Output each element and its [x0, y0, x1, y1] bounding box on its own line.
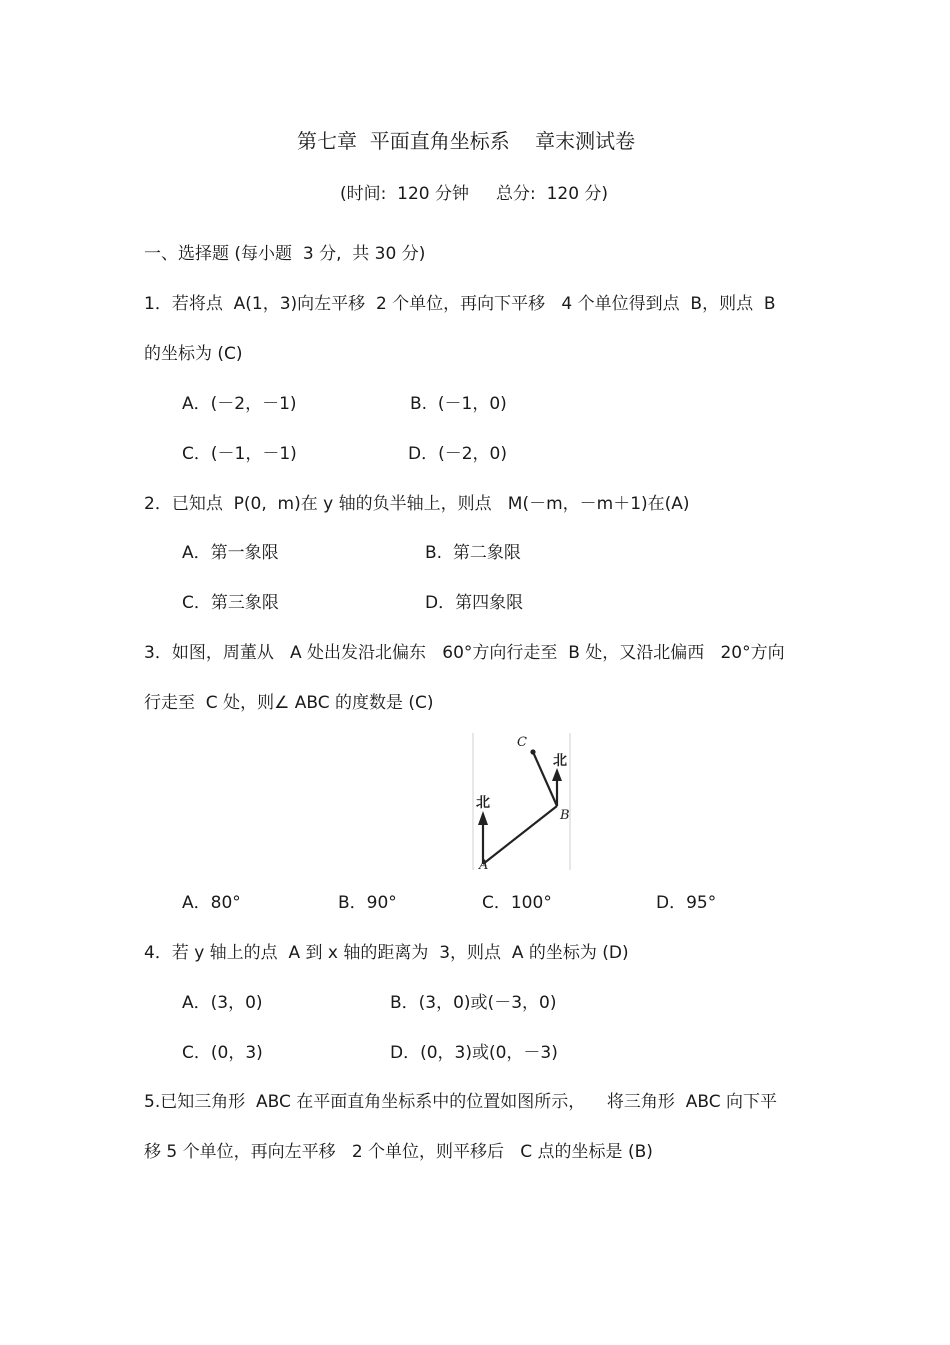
question-5-line-2: 移 5 个单位，再向左平移 2 个单位，则平移后 C 点的坐标是 (B): [144, 1142, 653, 1162]
page-subtitle: (时间: 120 分钟 总分: 120 分): [340, 184, 609, 204]
north-arrow-b-head: [552, 768, 562, 781]
question-1-line-1: 1．若将点 A(1，3)向左平移 2 个单位，再向下平移 4 个单位得到点 B，则点 B: [144, 294, 776, 314]
question-4-line-1: 4．若 y 轴上的点 A 到 x 轴的距离为 3，则点 A 的坐标为 (D): [144, 943, 629, 963]
question-2-line-1: 2．已知点 P(0, m)在 y 轴的负半轴上，则点 M(－m，－m＋1)在(A): [144, 494, 690, 514]
point-c-label: C: [517, 735, 527, 750]
north-label-a: 北: [476, 795, 490, 811]
point-a-label: A: [479, 858, 489, 871]
section-heading: 一、选择题 (每小题 3 分, 共 30 分): [144, 244, 426, 264]
question-1-line-2: 的坐标为 (C): [144, 344, 243, 364]
question-3-line-1: 3．如图，周董从 A 处出发沿北偏东 60°方向行走至 B 处，又沿北偏西 20°方向: [144, 643, 785, 663]
question-3-option-c: C．100°: [482, 893, 552, 913]
question-2-option-a: A．第一象限: [182, 543, 279, 563]
question-1-option-c: C．(－1，－1): [182, 444, 297, 464]
question-2-option-b: B. 第二象限: [425, 543, 521, 563]
question-3-line-2: 行走至 C 处，则∠ ABC 的度数是 (C): [144, 693, 434, 713]
question-1-option-b: B. (－1，0): [410, 394, 507, 414]
question-1-option-d: D．(－2，0): [408, 444, 507, 464]
question-3-option-d: D．95°: [656, 893, 717, 913]
question-4-option-a: A．(3，0): [182, 993, 263, 1013]
question-5-line-1: 5.已知三角形 ABC 在平面直角坐标系中的位置如图所示， 将三角形 ABC 向下平: [144, 1092, 777, 1112]
direction-figure: [472, 733, 572, 871]
question-4-option-b: B．(3，0)或(－3，0): [390, 993, 557, 1013]
direction-diagram: [472, 733, 572, 871]
page-title: 第七章 平面直角坐标系 章末测试卷: [297, 129, 636, 153]
question-4-option-d: D．(0，3)或(0，－3): [390, 1043, 558, 1063]
question-4-option-c: C．(0，3): [182, 1043, 263, 1063]
point-c-marker: [530, 749, 535, 754]
segment-ab: [483, 806, 557, 864]
question-2-option-c: C．第三象限: [182, 593, 279, 613]
north-arrow-a-head: [478, 811, 488, 825]
north-label-b: 北: [553, 753, 567, 769]
question-3-option-b: B．90°: [338, 893, 397, 913]
question-3-option-a: A．80°: [182, 893, 241, 913]
question-2-option-d: D．第四象限: [425, 593, 524, 613]
question-1-option-a: A．(－2，－1): [182, 394, 297, 414]
point-b-label: B: [560, 808, 570, 823]
